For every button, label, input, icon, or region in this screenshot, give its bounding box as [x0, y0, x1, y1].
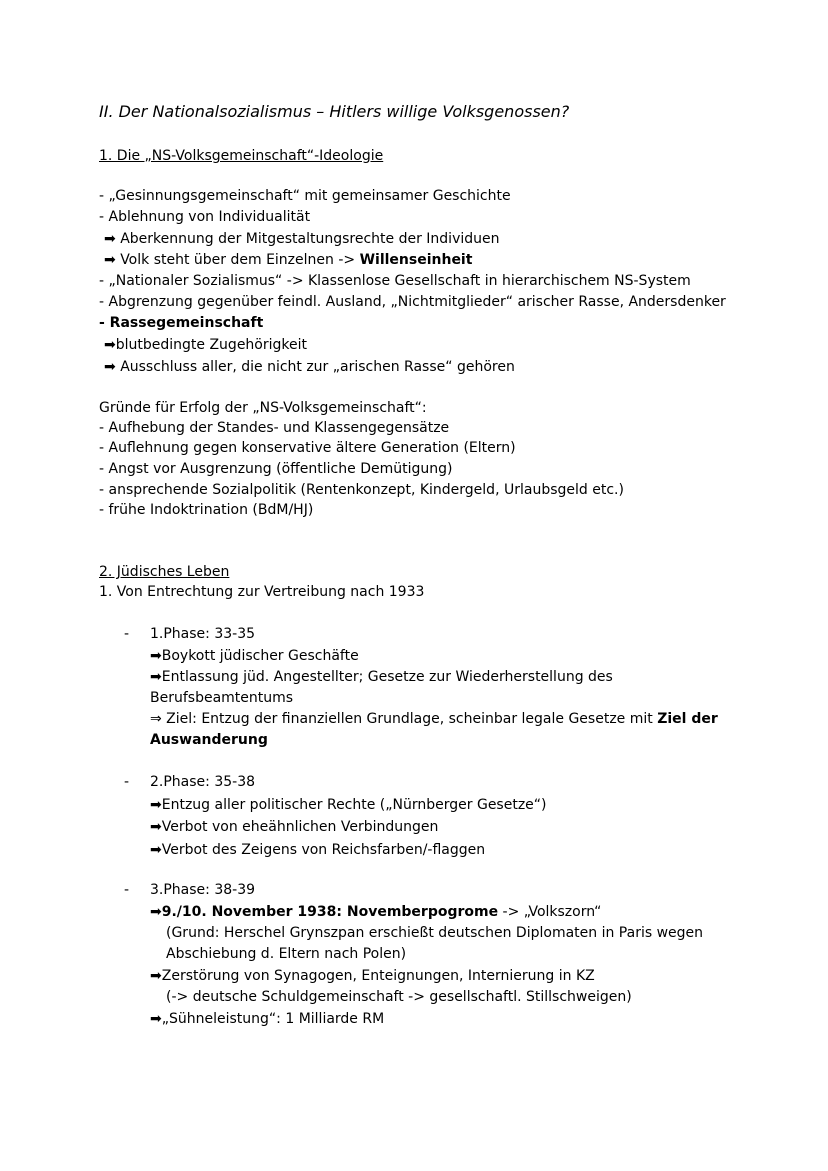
list-item: (-> deutsche Schuldgemeinschaft -> gesellschaftl. Stillschweigen)	[166, 989, 632, 1005]
reasons-title: Gründe für Erfolg der „NS-Volksgemeinschaft“:	[99, 400, 427, 416]
list-item: Abschiebung d. Eltern nach Polen)	[166, 946, 407, 962]
list-item: Berufsbeamtentums	[150, 690, 294, 706]
list-item: - „Nationaler Sozialismus“ -> Klassenlose Gesellschaft in hierarchischem NS-System	[99, 273, 691, 289]
section1-title: 1. Die „NS-Volksgemeinschaft“-Ideologie	[99, 148, 384, 164]
arrow-icon: ➡	[150, 819, 162, 835]
list-item: Auswanderung	[150, 732, 268, 748]
section2-subtitle: 1. Von Entrechtung zur Vertreibung nach 1933	[99, 584, 425, 600]
list-item: - „Gesinnungsgemeinschaft“ mit gemeinsamer Geschichte	[99, 188, 511, 204]
list-dash: -	[124, 882, 130, 898]
list-item: ➡ Aberkennung der Mitgestaltungsrechte der Individuen	[104, 231, 500, 247]
list-item: ⇒ Ziel: Entzug der finanziellen Grundlage, scheinbar legale Gesetze mit Ziel der	[150, 711, 718, 727]
list-item: ➡Verbot von eheähnlichen Verbindungen	[150, 819, 439, 835]
list-item: - ansprechende Sozialpolitik (Rentenkonzept, Kindergeld, Urlaubsgeld etc.)	[99, 482, 624, 498]
arrow-icon: ➡	[150, 842, 162, 858]
list-item: ➡Zerstörung von Synagogen, Enteignungen, Internierung in KZ	[150, 968, 595, 984]
phase3-title: 3.Phase: 38-39	[150, 882, 256, 898]
arrow-icon: ➡	[104, 337, 116, 353]
list-item: ➡Verbot des Zeigens von Reichsfarben/-flaggen	[150, 842, 486, 858]
arrow-icon: ➡	[104, 359, 116, 375]
list-item: ➡Entlassung jüd. Angestellter; Gesetze zur Wiederherstellung des	[150, 669, 613, 685]
list-item: ➡9./10. November 1938: Novemberpogrome -> „Volkszorn“	[150, 904, 602, 920]
section2-title: 2. Jüdisches Leben	[99, 564, 230, 580]
list-dash: -	[124, 774, 130, 790]
arrow-icon: ➡	[104, 231, 116, 247]
list-item: ➡ Ausschluss aller, die nicht zur „arischen Rasse“ gehören	[104, 359, 515, 375]
list-item: - Rassegemeinschaft	[99, 315, 264, 331]
list-item: ➡„Sühneleistung“: 1 Milliarde RM	[150, 1011, 385, 1027]
page-title: II. Der Nationalsozialismus – Hitlers willige Volksgenossen?	[99, 102, 570, 121]
list-item: - Aufhebung der Standes- und Klassengegensätze	[99, 420, 450, 436]
arrow-icon: ➡	[104, 252, 116, 268]
arrow-icon: ➡	[150, 797, 162, 813]
list-item: - Abgrenzung gegenüber feindl. Ausland, „Nichtmitglieder“ arischer Rasse, Andersdenker	[99, 294, 726, 310]
arrow-icon: ➡	[150, 1011, 162, 1027]
list-item: ➡blutbedingte Zugehörigkeit	[104, 337, 307, 353]
list-item: - Angst vor Ausgrenzung (öffentliche Demütigung)	[99, 461, 453, 477]
list-item: ➡Entzug aller politischer Rechte („Nürnberger Gesetze“)	[150, 797, 547, 813]
list-item: (Grund: Herschel Grynszpan erschießt deutschen Diplomaten in Paris wegen	[166, 925, 704, 941]
list-dash: -	[124, 626, 130, 642]
list-item: ➡Boykott jüdischer Geschäfte	[150, 648, 359, 664]
list-item: - Ablehnung von Individualität	[99, 209, 311, 225]
list-item: - Auflehnung gegen konservative ältere Generation (Eltern)	[99, 440, 516, 456]
phase2-title: 2.Phase: 35-38	[150, 774, 256, 790]
arrow-icon: ➡	[150, 904, 162, 920]
list-item: ➡ Volk steht über dem Einzelnen -> Willenseinheit	[104, 252, 473, 268]
arrow-icon: ➡	[150, 669, 162, 685]
phase1-title: 1.Phase: 33-35	[150, 626, 256, 642]
implies-icon: ⇒	[150, 711, 162, 727]
list-item: - frühe Indoktrination (BdM/HJ)	[99, 502, 314, 518]
arrow-icon: ➡	[150, 648, 162, 664]
arrow-icon: ➡	[150, 968, 162, 984]
